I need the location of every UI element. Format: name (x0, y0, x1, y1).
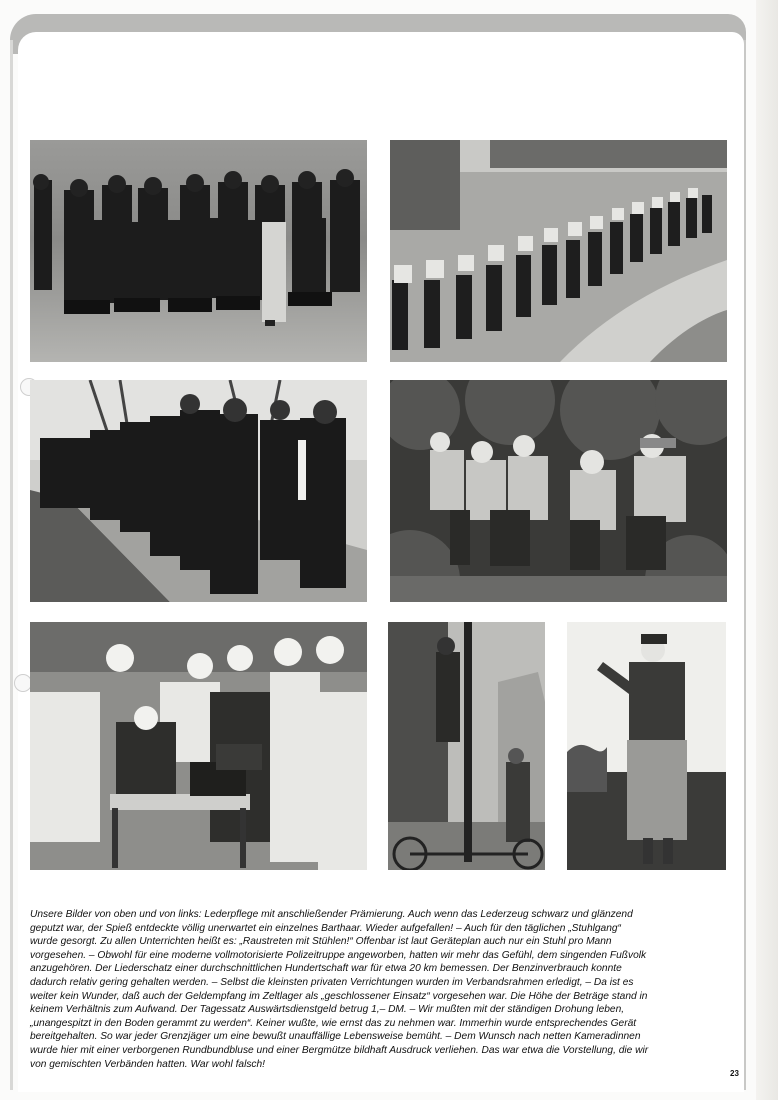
page-number: 23 (730, 1069, 739, 1078)
caption-line: „unangespitzt in den Boden gerammt zu werden“. Keiner wußte, wie ernst das zu nehmen war. Immerhin wurde entsprechendes Gerät (30, 1017, 637, 1029)
marching-column-photo (30, 380, 367, 602)
page-margin-strip (756, 0, 778, 1100)
caption-line: weiter kein Wunder, daß auch der Geldempfang im Zeltlager als „geschlossener Einsatz“ vorgesehen war. Die Höhe der Beträge stand in (30, 990, 648, 1002)
chair-march-photo (390, 140, 727, 362)
saluting-woman-photo (567, 622, 726, 870)
caption-line: wurde gesorgt. Zu allen Unterrichten heißt es: „Raustreten mit Stühlen!“ Offenbar ist laut Geräteplan auch nur ein Stuhl pro Mann (30, 936, 612, 948)
page-frame-left (10, 40, 13, 1090)
leather-care-boots-photo (30, 140, 367, 362)
caption-line: keinem Verhältnis zum Aufwand. Der Tagessatz Auswärtsdienstgeld betrug 1,– DM. – Wir mußten mit der ständigen Drohung leben, (30, 1004, 625, 1016)
photo-caption (30, 908, 730, 1071)
caption-line: Unsere Bilder von oben und von links: Lederpflege mit anschließender Prämierung. Auch wenn das Lederzeug schwarz und glänzend (30, 909, 633, 920)
caption-line: bereitgehalten. So war jeder Grenzjäger um eine bewußt unauffällige Lebensweise bemüht. – Dem Wunsch nach netten Kameradinnen (30, 1031, 641, 1043)
caption-line: von gemischten Verbänden hatten. War wohl falsch! (30, 1058, 266, 1070)
caption-line: geputzt war, der Spieß entdeckte völlig unerwartet ein einzelnes Barthaar. Wieder aufgefallen! – Auch für den täglichen „Stuhlgang“ (30, 922, 621, 934)
singing-group-photo (390, 380, 727, 602)
payday-table-photo (30, 622, 367, 870)
field-telephone-pole-photo (388, 622, 545, 870)
caption-line: vorgesehen. – Obwohl für eine moderne vollmotorisierte Polizeitruppe angeworben, hatten wir mehr das Gefühl, dem singenden Fußvolk (30, 949, 647, 961)
caption-line: dadurch relativ gering gehalten werden. – Selbst die kleinsten privaten Verrichtungen wurden im Verbandsrahmen erledigt, – Da ist es (30, 976, 634, 988)
caption-line: wurde hier mit einer verborgenen Rundbundbluse und einer Bergmütze bildhaft Ausdruck verliehen. Das war etwa die Vorstellung, die wir (30, 1044, 649, 1056)
caption-line: anzugehören. Der Liederschatz einer durchschnittlichen Hundertschaft war für etwa 20 km bemessen. Der Benzinverbrauch konnte (30, 963, 622, 975)
